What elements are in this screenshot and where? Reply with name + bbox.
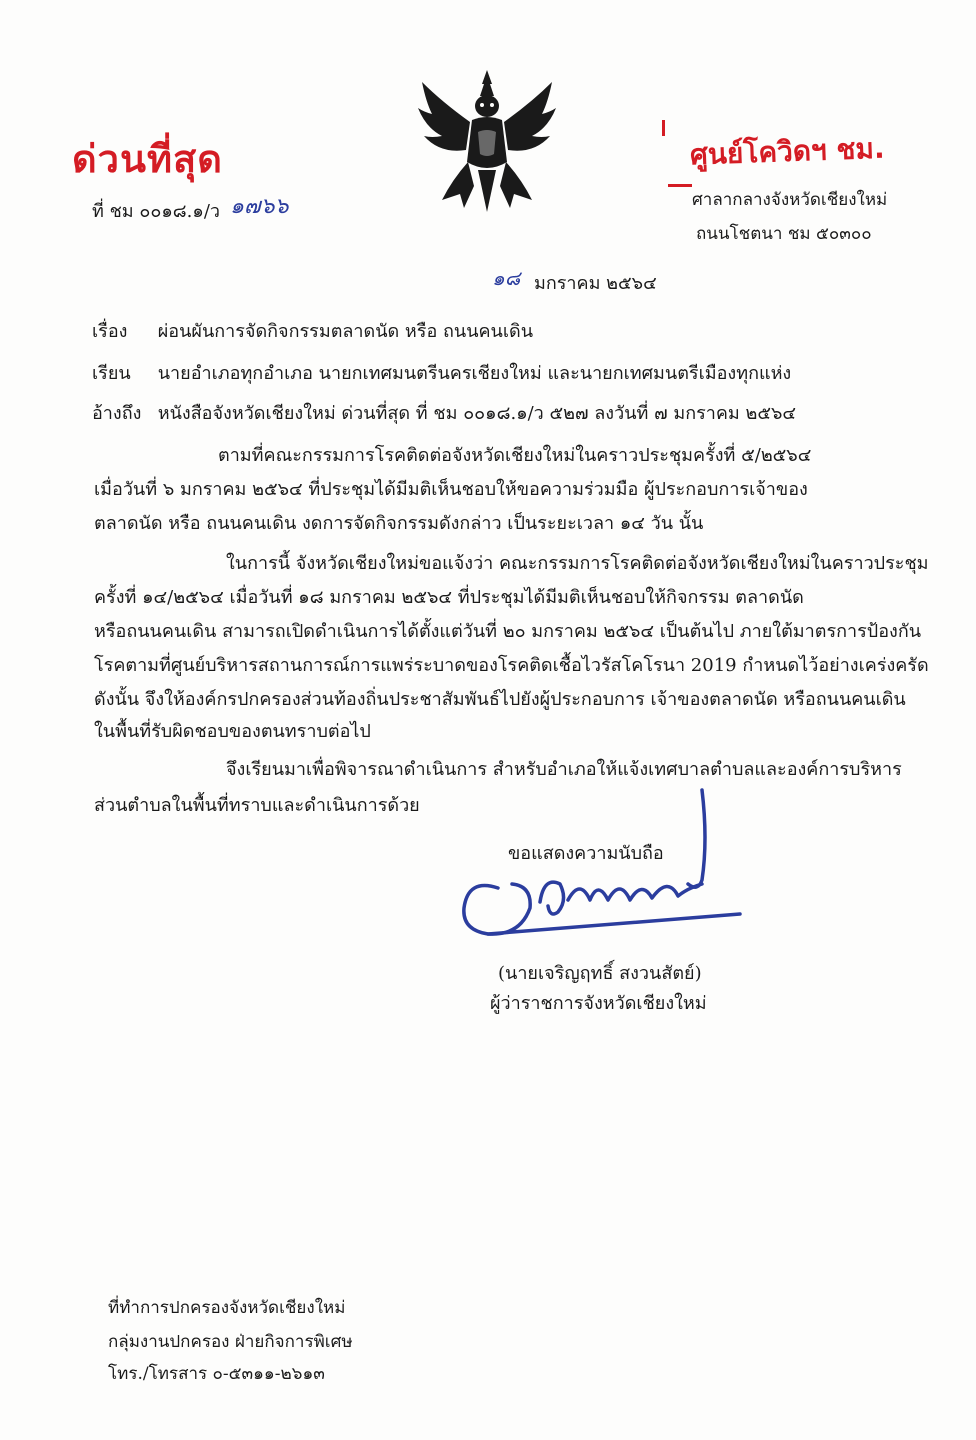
para3-line2: ส่วนตำบลในพื้นที่ทราบและดำเนินการด้วย [94, 795, 420, 816]
garuda-emblem-icon [412, 62, 562, 222]
para2-line2: ครั้งที่ ๑๔/๒๕๖๔ เมื่อวันที่ ๑๘ มกราคม ๒๕๖๔ ที่ประชุมได้มีมติเห็นชอบให้กิจกรรม ตลาดนัด [94, 587, 804, 608]
subject-label: เรื่อง [92, 321, 128, 342]
to-text: นายอำเภอทุกอำเภอ นายกเทศมนตรีนครเชียงใหม่ และนายกเทศมนตรีเมืองทุกแห่ง [157, 363, 792, 384]
reference-label: อ้างถึง [92, 403, 142, 424]
para2-line5: ดังนั้น จึงให้องค์กรปกครองส่วนท้องถิ่นประชาสัมพันธ์ไปยังผู้ประกอบการ เจ้าของตลาดนัด หรือถนนคนเดิน [94, 689, 906, 710]
stamp-mark [662, 120, 665, 136]
urgency-stamp: ด่วนที่สุด [72, 137, 223, 181]
footer-office: ที่ทำการปกครองจังหวัดเชียงใหม่ [108, 1298, 346, 1318]
footer-phone: โทร./โทรสาร ๐-๕๓๑๑-๒๖๑๓ [108, 1364, 325, 1384]
covid-center-stamp: ศูนย์โควิดฯ ชม. [689, 131, 886, 172]
to-row [92, 358, 791, 387]
reference-text: หนังสือจังหวัดเชียงใหม่ ด่วนที่สุด ที่ ชม ๐๐๑๘.๑/ว ๕๒๗ ลงวันที่ ๗ มกราคม ๒๕๖๔ [157, 403, 797, 424]
para1-line3: ตลาดนัด หรือ ถนนคนเดิน งดการจัดกิจกรรมดังกล่าว เป็นระยะเวลา ๑๔ วัน นั้น [94, 513, 704, 534]
subject-text: ผ่อนผันการจัดกิจกรรมตลาดนัด หรือ ถนนคนเดิน [157, 321, 534, 342]
reference-row [92, 398, 796, 427]
document-number-handwritten: ๑๗๖๖ [230, 194, 289, 219]
para2-line4: โรคตามที่ศูนย์บริหารสถานการณ์การแพร่ระบาดของโรคติดเชื้อไวรัสโคโรนา 2019 กำหนดไว้อย่างเคร่งครัด [94, 655, 929, 676]
footer-division: กลุ่มงานปกครอง ฝ่ายกิจการพิเศษ [108, 1332, 353, 1352]
para2-line3: หรือถนนคนเดิน สามารถเปิดดำเนินการได้ตั้งแต่วันที่ ๒๐ มกราคม ๒๕๖๔ เป็นต้นไป ภายใต้มาตรการป้องกัน [94, 621, 922, 642]
stamp-dash [668, 184, 692, 187]
document-number: ที่ ชม ๐๐๑๘.๑/ว [92, 201, 220, 222]
closing-phrase: ขอแสดงความนับถือ [508, 843, 664, 864]
date-day-handwritten: ๑๘ [492, 266, 521, 290]
signer-name: (นายเจริญฤทธิ์ สงวนสัตย์) [498, 963, 702, 984]
para3-line1: จึงเรียนมาเพื่อพิจารณาดำเนินการ สำหรับอำเภอให้แจ้งเทศบาลตำบลและองค์การบริหาร [226, 759, 902, 780]
para1-line2: เมื่อวันที่ ๖ มกราคม ๒๕๖๔ ที่ประชุมได้มีมติเห็นชอบให้ขอความร่วมมือ ผู้ประกอบการเจ้าของ [94, 479, 808, 500]
para2-line1: ในการนี้ จังหวัดเชียงใหม่ขอแจ้งว่า คณะกรรมการโรคติดต่อจังหวัดเชียงใหม่ในคราวประชุม [226, 553, 929, 574]
signer-title: ผู้ว่าราชการจังหวัดเชียงใหม่ [490, 993, 707, 1014]
subject-row [92, 316, 533, 345]
to-label: เรียน [92, 363, 131, 384]
sender-address-line1: ศาลากลางจังหวัดเชียงใหม่ [692, 190, 888, 210]
sender-address-line2: ถนนโชตนา ชม ๕๐๓๐๐ [696, 224, 872, 244]
para1-line1: ตามที่คณะกรรมการโรคติดต่อจังหวัดเชียงใหม่ในคราวประชุมครั้งที่ ๕/๒๕๖๔ [218, 445, 812, 466]
para2-line6: ในพื้นที่รับผิดชอบของตนทราบต่อไป [94, 721, 371, 742]
date-month-year: มกราคม ๒๕๖๔ [534, 273, 657, 294]
